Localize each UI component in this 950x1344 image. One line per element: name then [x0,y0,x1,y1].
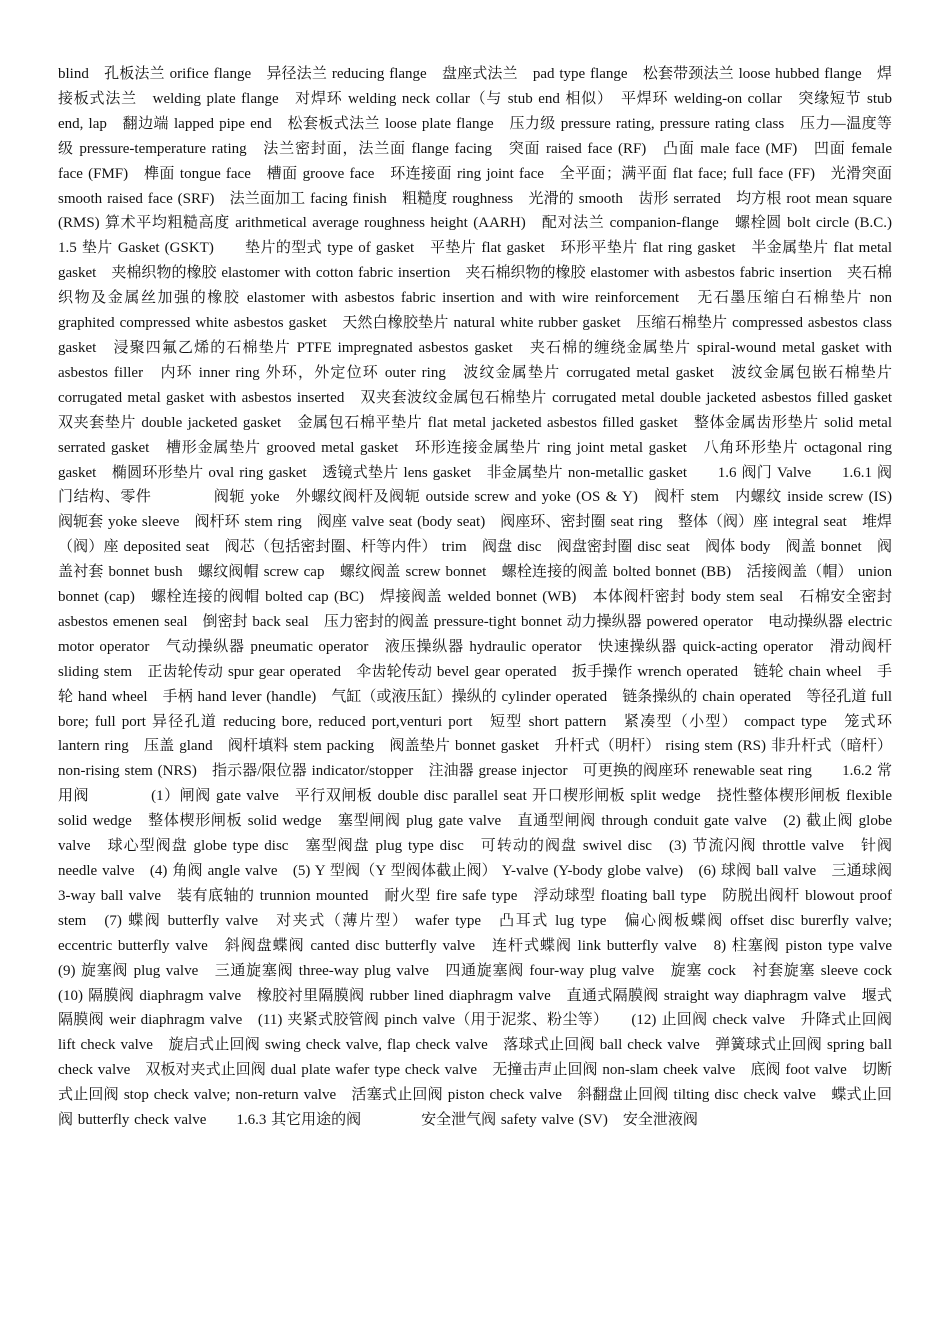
document-page [58,62,923,1133]
glossary-paragraph: blind 孔板法兰 orifice flange 异径法兰 reducing flange 盘座式法兰 pad type flange 松套带颈法兰 loose hubbed flange 焊接板式法兰 welding plate flange 对焊环 welding neck collar（与 stub end 相似） 平焊环 welding-on collar 突缘短节 stub end, lap 翻边端 lapped pipe end 松套板式法兰 loose plate flange 压力级 pressure rating, pressure rating class 压力—温度等级 pressure-temperature rating 法兰密封面，法兰面 flange facing 突面 raised face (RF) 凸面 male face (MF) 凹面 female face (FMF) 榫面 tongue face 槽面 groove face 环连接面 ring joint face 全平面；满平面 flat face; full face (FF) 光滑突面 smooth raised face (SRF) 法兰面加工 facing finish 粗糙度 roughness 光滑的 smooth 齿形 serrated 均方根 root mean square (RMS) 算术平均粗糙高度 arithmetical average roughness height (AARH) 配对法兰 companion-flange 螺栓圆 bolt circle (B.C.) 1.5 垫片 Gasket (GSKT) 垫片的型式 type of gasket 平垫片 flat gasket 环形平垫片 flat ring gasket 半金属垫片 flat metal gasket 夹棉织物的橡胶 elastomer with cotton fabric insertion 夹石棉织物的橡胶 elastomer with asbestos fabric insertion 夹石棉织物及金属丝加强的橡胶 elastomer with asbestos fabric insertion and with wire reinforcement 无石墨压缩白石棉垫片 non graphited compressed white asbestos gasket 天然白橡胶垫片 natural white rubber gasket 压缩石棉垫片 compressed asbestos class gasket 浸聚四氟乙烯的石棉垫片 PTFE impregnated asbestos gasket 夹石棉的缠绕金属垫片 spiral-wound metal gasket with asbestos filler 内环 inner ring 外环，外定位环 outer ring 波纹金属垫片 corrugated metal gasket 波纹金属包嵌石棉垫片 corrugated metal gasket with asbestos inserted 双夹套波纹金属包石棉垫片 corrugated metal double jacketed asbestos filled gasket 双夹套垫片 double jacketed gasket 金属包石棉平垫片 flat metal jacketed asbestos filled gasket 整体金属齿形垫片 solid metal serrated gasket 槽形金属垫片 grooved metal gasket 环形连接金属垫片 ring joint metal gasket 八角环形垫片 octagonal ring gasket 椭圆环形垫片 oval ring gasket 透镜式垫片 lens gasket 非金属垫片 non-metallic gasket 1.6 阀门 Valve 1.6.1 阀门结构、零件 阀轭 yoke 外螺纹阀杆及阀轭 outside screw and yoke (OS & Y) 阀杆 stem 内螺纹 inside screw (IS) 阀轭套 yoke sleeve 阀杆环 stem ring 阀座 valve seat (body seat) 阀座环、密封圈 seat ring 整体（阀）座 integral seat 堆焊（阀）座 deposited seat 阀芯（包括密封圈、杆等内件） trim 阀盘 disc 阀盘密封圈 disc seat 阀体 body 阀盖 bonnet 阀盖衬套 bonnet bush 螺纹阀帽 screw cap 螺纹阀盖 screw bonnet 螺栓连接的阀盖 bolted bonnet (BB) 活接阀盖（帽） union bonnet (cap) 螺栓连接的阀帽 bolted cap (BC) 焊接阀盖 welded bonnet (WB) 本体阀杆密封 body stem seal 石棉安全密封 asbestos emenen seal 倒密封 back seal 压力密封的阀盖 pressure-tight bonnet 动力操纵器 powered operator 电动操纵器 electric motor operator 气动操纵器 pneumatic operator 液压操纵器 hydraulic operator 快速操纵器 quick-acting operator 滑动阀杆 sliding stem 正齿轮传动 spur gear operated 伞齿轮传动 bevel gear operated 扳手操作 wrench operated 链轮 chain wheel 手轮 hand wheel 手柄 hand lever (handle) 气缸（或液压缸）操纵的 cylinder operated 链条操纵的 chain operated 等径孔道 full bore; full port 异径孔道 reducing bore, reduced port,venturi port 短型 short pattern 紧凑型（小型） compact type 笼式环 lantern ring 压盖 gland 阀杆填料 stem packing 阀盖垫片 bonnet gasket 升杆式（明杆） rising stem (RS) 非升杆式（暗杆） non-rising stem (NRS) 指示器/限位器 indicator/stopper 注油器 grease injector 可更换的阀座环 renewable seat ring 1.6.2 常用阀 (1）闸阀 gate valve 平行双闸板 double disc parallel seat 开口楔形闸板 split wedge 挠性整体楔形闸板 flexible solid wedge 整体楔形闸板 solid wedge 塞型闸阀 plug gate valve 直通型闸阀 through conduit gate valve (2) 截止阀 globe valve 球心型阀盘 globe type disc 塞型阀盘 plug type disc 可转动的阀盘 swivel disc (3) 节流闪阀 throttle valve 针阀 needle valve (4) 角阀 angle valve (5) Y 型阀（Y 型阀体截止阀） Y-valve (Y-body globe valve) (6) 球阀 ball valve 三通球阀 3-way ball valve 装有底轴的 trunnion mounted 耐火型 fire safe type 浮动球型 floating ball type 防脱出阀杆 blowout proof stem (7) 蝶阀 butterfly valve 对夹式（薄片型） wafer type 凸耳式 lug type 偏心阀板蝶阀 offset disc burerfly valve; eccentric butterfly valve 斜阀盘蝶阀 canted disc butterfly valve 连杆式蝶阀 link butterfly valve 8) 柱塞阀 piston type valve (9) 旋塞阀 plug valve 三通旋塞阀 three-way plug valve 四通旋塞阀 four-way plug valve 旋塞 cock 衬套旋塞 sleeve cock (10) 隔膜阀 diaphragm valve 橡胶衬里隔膜阀 rubber lined diaphragm valve 直通式隔膜阀 straight way diaphragm valve 堰式隔膜阀 weir diaphragm valve (11) 夹紧式胶管阀 pinch valve（用于泥浆、粉尘等） (12) 止回阀 check valve 升降式止回阀 lift check valve 旋启式止回阀 swing check valve, flap check valve 落球式止回阀 ball check valve 弹簧球式止回阀 spring ball check valve 双板对夹式止回阀 dual plate wafer type check valve 无撞击声止回阀 non-slam cheek valve 底阀 foot valve 切断式止回阀 stop check valve; non-return valve 活塞式止回阀 piston check valve 斜翻盘止回阀 tilting disc check valve 蝶式止回阀 butterfly check valve 1.6.3 其它用途的阀 安全泄气阀 safety valve (SV) 安全泄液阀 [58,66,923,1129]
